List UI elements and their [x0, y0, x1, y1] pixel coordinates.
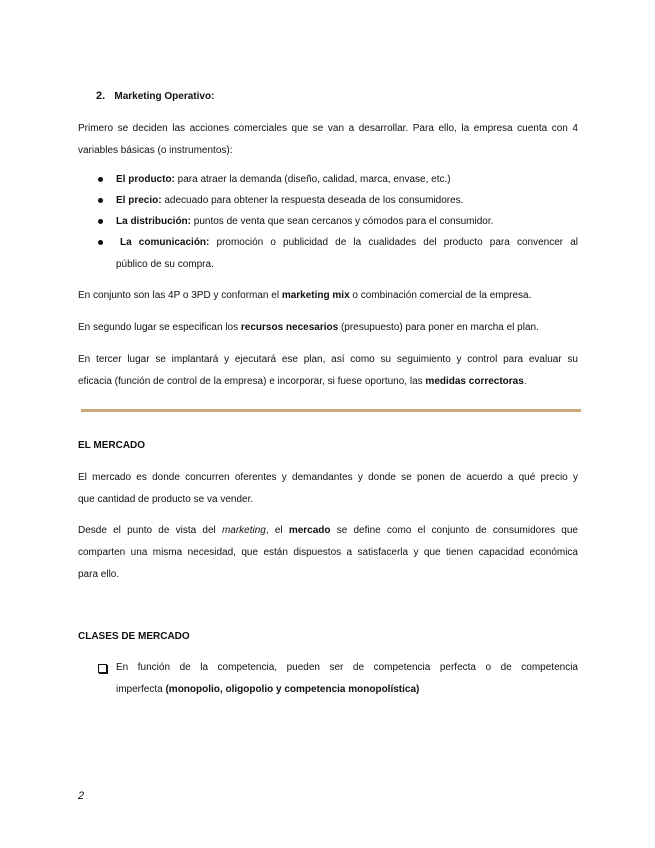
heading-text: EL MERCADO — [78, 440, 146, 451]
intro-line-2: variables básicas (o instrumentos): — [78, 145, 233, 156]
text-run: se define como el conjunto de consumidores que — [330, 525, 578, 536]
paragraph-tercer-line-1: En tercer lugar se implantará y ejecutará ese plan, así como su seguimiento y control para evaluar su — [78, 354, 578, 365]
bold-run: recursos necesarios — [240, 322, 339, 333]
bold-run: mercado — [288, 525, 331, 536]
text-run: imperfecta — [116, 684, 166, 695]
bullet-icon — [98, 177, 103, 182]
bullet-text: promoción o publicidad de la cualidades del producto para convencer al — [209, 237, 579, 248]
bold-run: medidas correctoras — [425, 376, 524, 387]
text-run: (presupuesto) para poner en marcha el plan. — [338, 322, 539, 333]
paragraph-tercer-line-2 — [78, 376, 527, 388]
bullet-term: La distribución: — [116, 216, 191, 227]
text-run: En conjunto son las 4P o 3PD y conforman el — [78, 290, 282, 301]
bullet-comunicacion — [120, 237, 578, 249]
bold-run: marketing mix — [281, 290, 350, 301]
text-run: En segundo lugar se especifican los — [78, 322, 241, 333]
section-heading — [96, 90, 214, 103]
bullet-text: puntos de venta que sean cercanos y cómodos para el consumidor. — [191, 216, 494, 227]
bullet-term: El producto: — [116, 174, 175, 185]
text-run: o combinación comercial de la empresa. — [349, 290, 532, 301]
bullet-comunicacion-cont: público de su compra. — [116, 259, 214, 270]
bullet-icon — [98, 219, 103, 224]
bullet-term: La comunicación: — [120, 237, 210, 248]
bullet-distribucion — [116, 216, 493, 228]
paragraph-marketing-mix — [78, 290, 531, 302]
intro-line-1: Primero se deciden las acciones comerciales que se van a desarrollar. Para ello, la empresa cuenta con 4 — [78, 123, 578, 134]
section-divider — [81, 409, 581, 412]
text-run: eficacia (función de control de la empresa) e incorporar, si fuese oportuno, las — [78, 376, 426, 387]
bullet-text: adecuado para obtener la respuesta deseada de los consumidores. — [161, 195, 464, 206]
text-run: . — [523, 376, 527, 387]
bullet-term: El precio: — [116, 195, 162, 206]
mercado-p2-line-2: comparten una misma necesidad, que están dispuestos a satisfacerla y que tienen capacidad económica — [78, 547, 578, 558]
paragraph-recursos — [78, 322, 539, 334]
mercado-heading — [78, 440, 145, 452]
clases-item-line-2 — [116, 684, 419, 696]
bullet-text: para atraer la demanda (diseño, calidad, marca, envase, etc.) — [174, 174, 451, 185]
mercado-p1-line-2: que cantidad de producto se va vender. — [78, 494, 254, 505]
checkbox-bullet-icon — [98, 664, 107, 673]
mercado-p2-line-3: para ello. — [78, 569, 120, 580]
italic-run: marketing — [221, 525, 266, 536]
section-number: 2. — [96, 90, 106, 102]
mercado-p2-line-1 — [78, 525, 578, 537]
bullet-precio — [116, 195, 463, 207]
heading-text: CLASES DE MERCADO — [78, 631, 190, 642]
bold-run: (monopolio, oligopolio y competencia monopolística) — [165, 684, 420, 695]
clases-heading — [78, 631, 190, 643]
bullet-producto — [116, 174, 451, 186]
text-run: Desde el punto de vista del — [78, 525, 222, 536]
text-run: , el — [265, 525, 289, 536]
clases-item-line-1: En función de la competencia, pueden ser de competencia perfecta o de competencia — [116, 662, 578, 673]
page-number: 2 — [78, 790, 85, 802]
bullet-icon — [98, 240, 103, 245]
section-title: Marketing Operativo: — [114, 91, 215, 102]
bullet-icon — [98, 198, 103, 203]
mercado-p1-line-1: El mercado es donde concurren oferentes y demandantes y donde se ponen de acuerdo a qué precio y — [78, 472, 578, 483]
